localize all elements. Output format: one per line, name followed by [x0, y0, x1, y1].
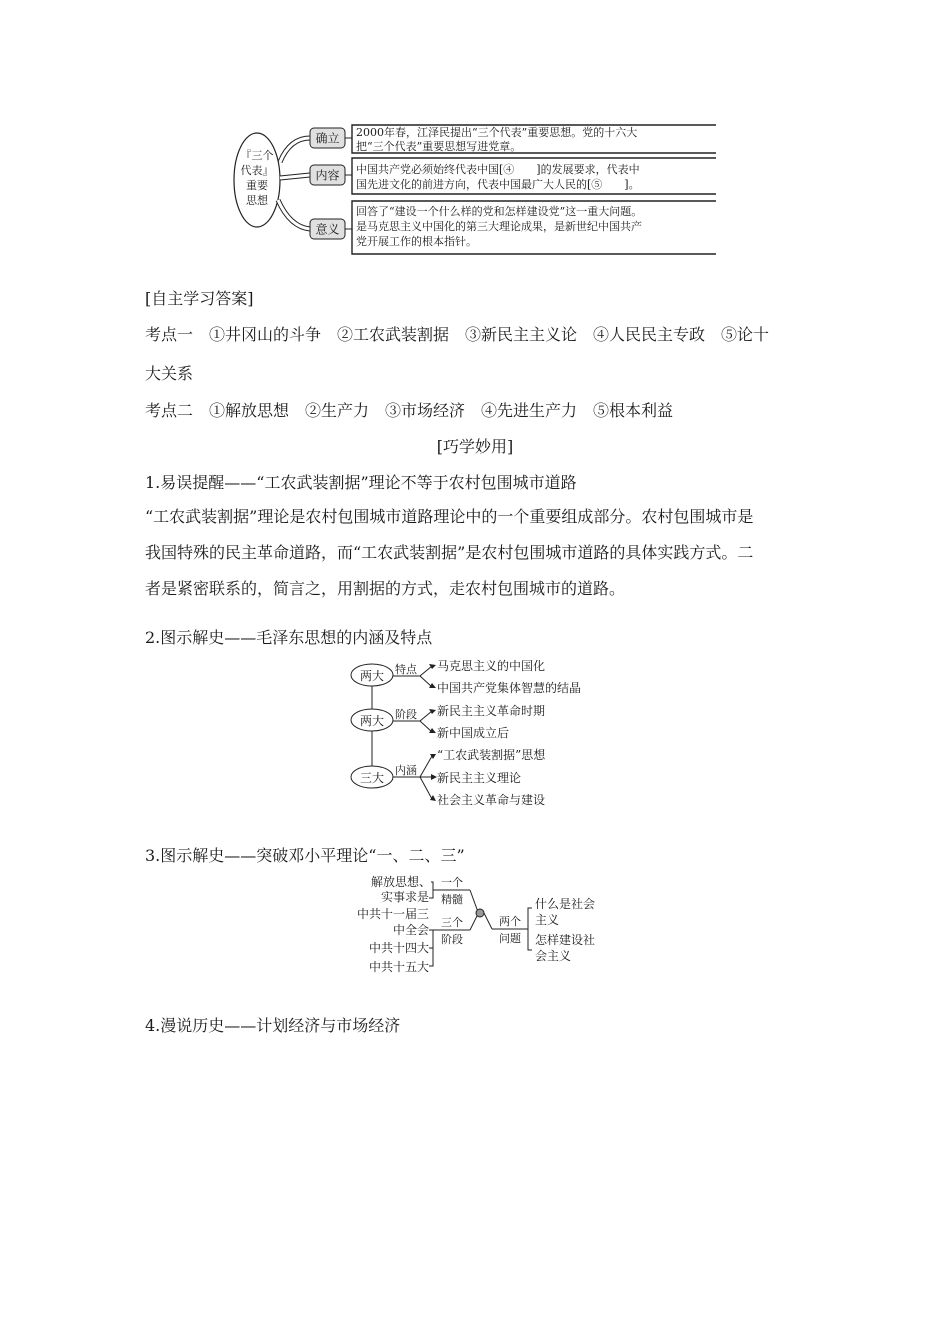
item1-line-2: 我国特殊的民主革命道路，而“工农武装割据”是农村包围城市道路的具体实践方式。二 [145, 543, 754, 562]
row-significance-line-1: 回答了“建设一个什么样的党和怎样建设党”这一重大问题。 [356, 205, 643, 218]
center-text-3: 重要 [246, 179, 268, 192]
right-label-4: 会主义 [535, 949, 572, 963]
converge-line-top [470, 890, 478, 912]
group1-label: 特点 [395, 663, 417, 676]
row-establish-line-1: 2000年春，江泽民提出“三个代表”重要思想。党的十六大 [356, 126, 638, 139]
mao-thought-diagram [340, 650, 620, 815]
item3-title: 3.图示解史——突破邓小平理论“一、二、三” [145, 846, 465, 865]
row-content-line-2: 国先进文化的前进方向，代表中国最广大人民的[⑤ ]。 [356, 178, 640, 191]
group3-item-2: 新民主主义理论 [437, 771, 522, 785]
mid1-bottom: 精髓 [441, 893, 463, 906]
group1-arrow-1 [420, 666, 432, 676]
brace-bottom [429, 930, 433, 966]
row-significance-line-2: 是马克思主义中国化的第三大理论成果，是新世纪中国共产 [356, 220, 642, 233]
group3-label: 内涵 [395, 764, 417, 777]
left-label-6: 中共十五大 [368, 960, 429, 974]
answers-kp1-line-1: 考点一 ①井冈山的斗争 ②工农武装割据 ③新民主主义论 ④人民民主专政 ⑤论十 [145, 325, 770, 344]
group2-arrow-1 [420, 711, 432, 721]
group1-item-2: 中国共产党集体智慧的结晶 [437, 681, 582, 695]
connector-3 [278, 200, 310, 229]
group3-item-3: 社会主义革命与建设 [437, 793, 546, 807]
item1-paragraph [145, 499, 807, 607]
center-text-4: 思想 [246, 194, 268, 207]
right-label-3: 怎样建设社 [535, 933, 596, 947]
mid2-bottom: 阶段 [441, 933, 463, 946]
converge-line-bottom [470, 914, 478, 930]
left-label-3: 中共十一届三 [356, 907, 429, 921]
left-label-5: 中共十四大 [368, 941, 429, 955]
row-content-line-1: 中国共产党必须始终代表中国[④ ]的发展要求，代表中 [356, 163, 640, 176]
label-content: 内容 [315, 168, 340, 183]
node-liangda-1-text: 两大 [359, 669, 385, 683]
answers-heading: [自主学习答案] [145, 289, 254, 308]
item1-line-1: “工农武装割据”理论是农村包围城市道路理论中的一个重要组成部分。农村包围城市是 [145, 507, 754, 526]
node-liangda-2-text: 两大 [359, 714, 385, 728]
row-significance-line-3: 党开展工作的根本指针。 [356, 235, 477, 248]
group2-item-2: 新中国成立后 [437, 726, 510, 740]
three-represents-diagram [230, 124, 720, 258]
center-text-2: 代表』 [240, 164, 274, 177]
mid3-bottom: 问题 [499, 932, 521, 945]
item1-title: 1.易误提醒——“工农武装割据”理论不等于农村包围城市道路 [145, 473, 577, 492]
answers-kp1-line-2: 大关系 [145, 364, 194, 383]
label-significance: 意义 [315, 222, 340, 237]
group3-arrow-3 [420, 777, 432, 799]
center-text-1: 『三个 [240, 149, 274, 162]
group3-arrow-1 [420, 756, 432, 777]
row-establish-line-2: 把“三个代表”重要思想写进党章。 [356, 140, 522, 153]
qiaoxue-heading: [巧学妙用] [436, 437, 514, 456]
left-label-2: 实事求是 [380, 890, 429, 904]
deng-theory-diagram [340, 870, 620, 982]
label-establish: 确立 [315, 131, 340, 146]
mid3-top: 两个 [499, 915, 521, 928]
left-label-4: 中全会 [392, 923, 429, 937]
group1-item-1: 马克思主义的中国化 [437, 659, 546, 673]
node-sanda-text: 三大 [359, 771, 385, 785]
group3-item-1: “工农武装割据”思想 [437, 748, 546, 762]
group2-label: 阶段 [395, 708, 417, 721]
right-label-2: 主义 [535, 913, 560, 927]
item2-title: 2.图示解史——毛泽东思想的内涵及特点 [145, 628, 433, 647]
item1-line-3: 者是紧密联系的，简言之，用割据的方式，走农村包围城市的道路。 [145, 579, 626, 598]
group2-item-1: 新民主主义革命时期 [437, 704, 546, 718]
mid2-top: 三个 [441, 916, 463, 929]
right-label-1: 什么是社会 [535, 897, 596, 911]
mid1-top: 一个 [441, 876, 463, 889]
right-bracket [526, 908, 532, 950]
item4-title: 4.漫说历史——计划经济与市场经济 [145, 1016, 401, 1035]
left-label-1: 解放思想、 [370, 875, 431, 889]
answers-kp2: 考点二 ①解放思想 ②生产力 ③市场经济 ④先进生产力 ⑤根本利益 [145, 401, 674, 420]
group2-arrow-2 [420, 721, 432, 732]
to-mid3-line [484, 913, 492, 929]
central-dot [476, 909, 484, 917]
group1-arrow-2 [420, 676, 432, 687]
